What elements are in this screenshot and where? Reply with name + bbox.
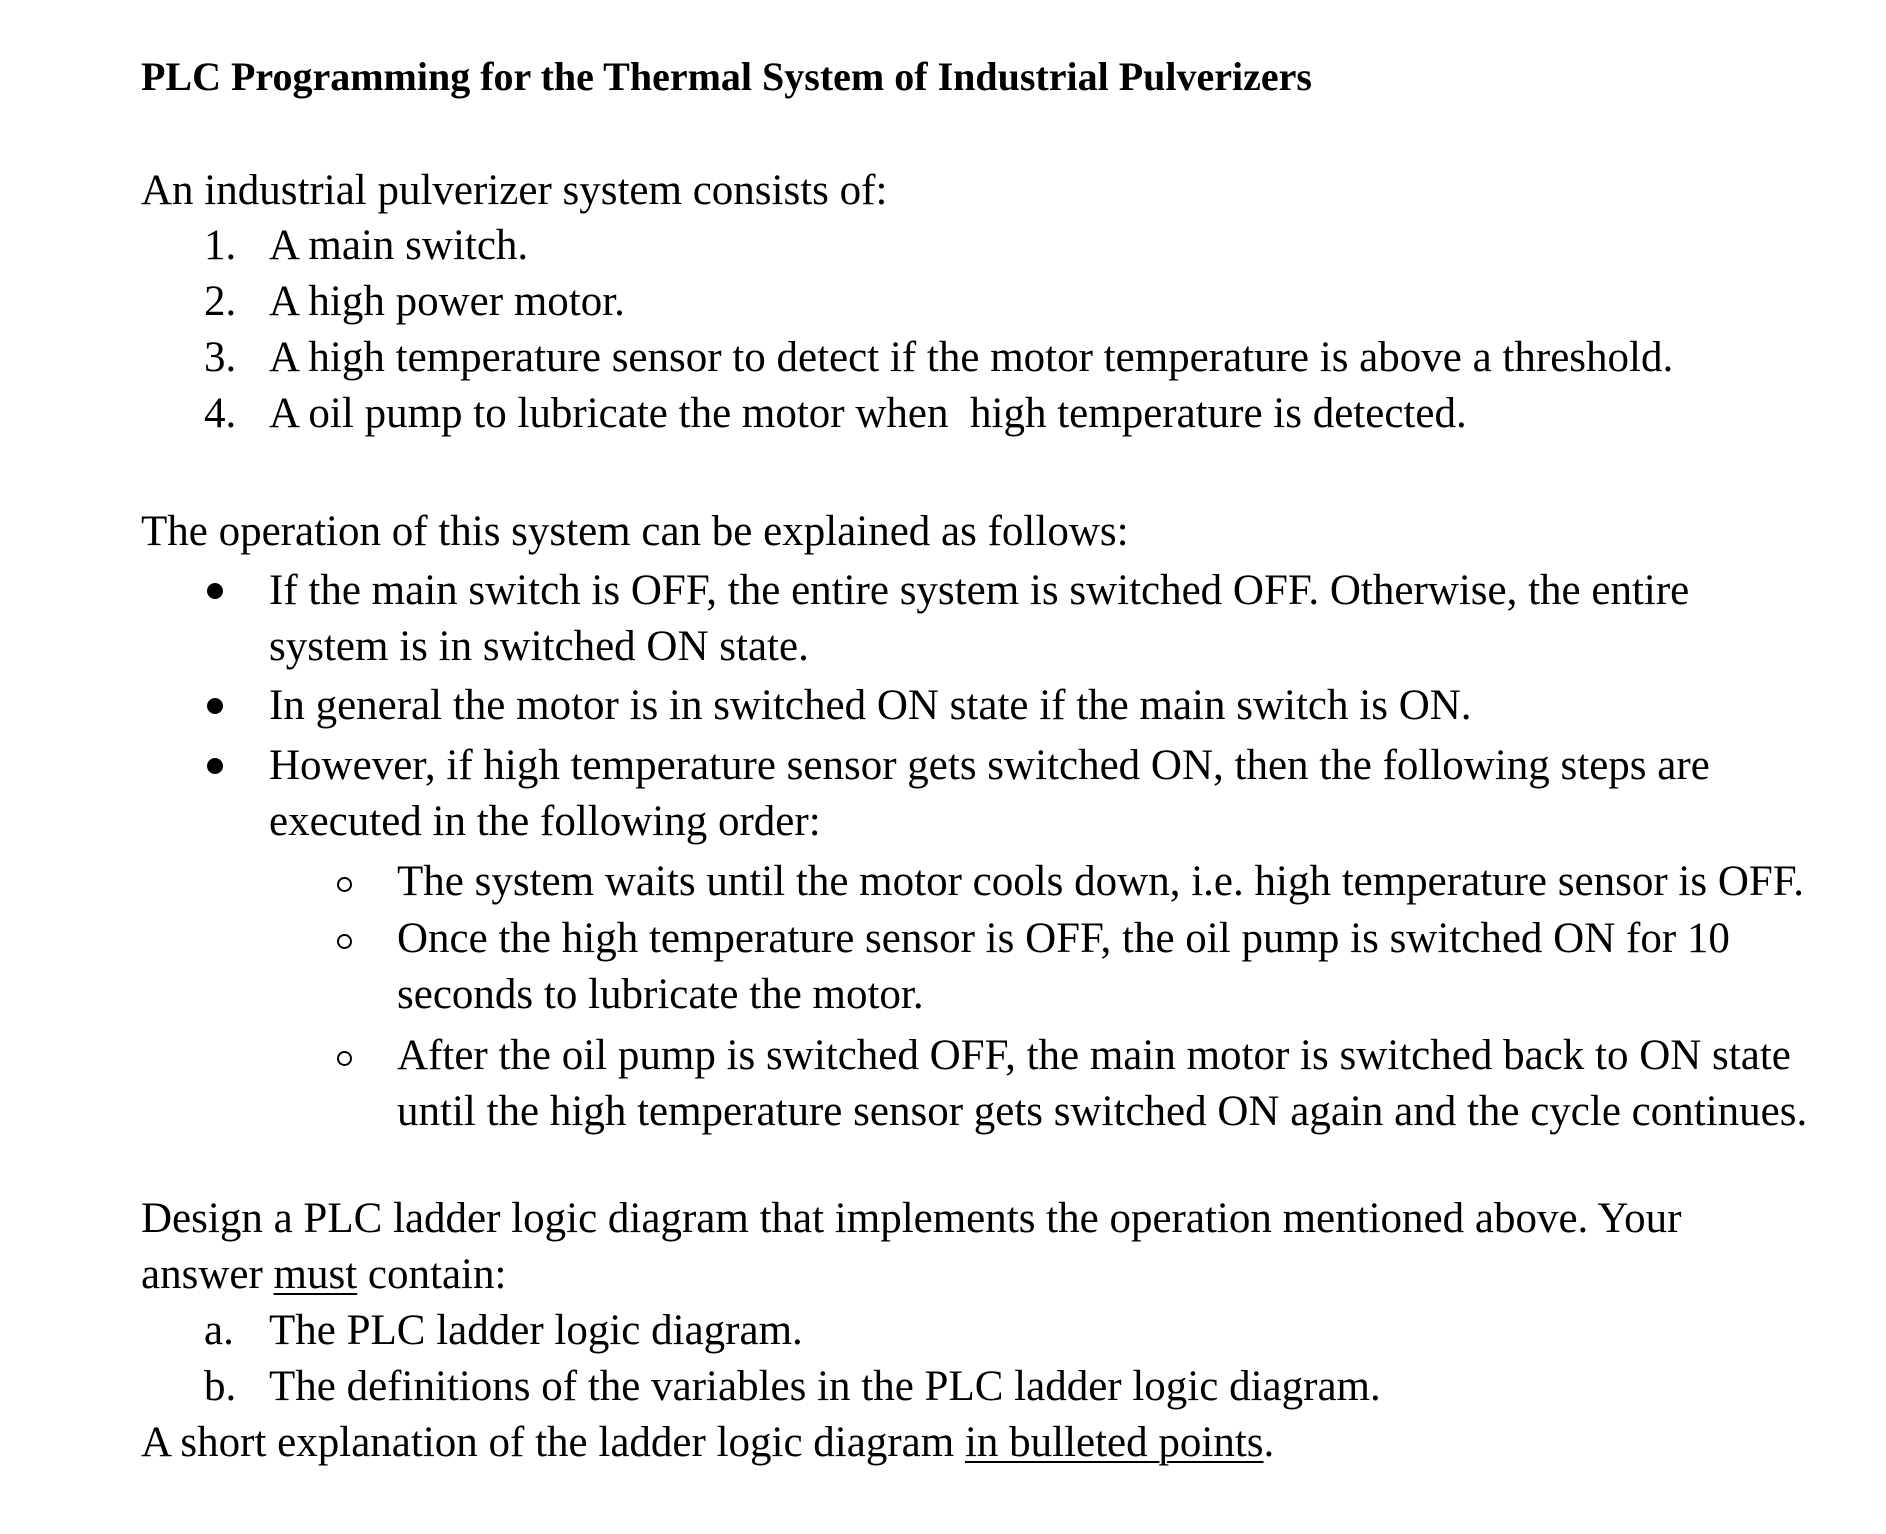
step-line: Once the high temperature sensor is OFF, the oil pump is switched ON for 10 <box>397 915 1730 962</box>
list-letter: b. <box>204 1363 237 1410</box>
bullet-line: However, if high temperature sensor gets switched ON, then the following steps are <box>269 742 1710 789</box>
list-item: The definitions of the variables in the PLC ladder logic diagram. <box>269 1363 1381 1410</box>
task-line: Design a PLC ladder logic diagram that implements the operation mentioned above. Your <box>141 1195 1682 1242</box>
underlined-text: in bulleted points <box>964 1419 1264 1466</box>
list-number: 2. <box>204 278 237 325</box>
list-item: The PLC ladder logic diagram. <box>269 1307 803 1354</box>
list-number: 1. <box>204 222 237 269</box>
final-line <box>141 1415 1274 1471</box>
bullet-icon <box>207 583 223 599</box>
hollow-bullet-icon <box>337 1051 352 1066</box>
operation-intro: The operation of this system can be explained as follows: <box>141 508 1129 555</box>
list-item: A oil pump to lubricate the motor when high temperature is detected. <box>269 390 1467 437</box>
bullet-line: executed in the following order: <box>269 798 821 845</box>
task-text: contain: <box>357 1251 507 1298</box>
task-line <box>141 1247 506 1303</box>
list-item: A main switch. <box>269 222 529 269</box>
final-text: . <box>1263 1419 1275 1466</box>
step-line: until the high temperature sensor gets switched ON again and the cycle continues. <box>397 1088 1808 1135</box>
bullet-line: system is in switched ON state. <box>269 623 809 670</box>
task-text: answer <box>141 1251 274 1298</box>
hollow-bullet-icon <box>337 877 352 892</box>
bullet-line: In general the motor is in switched ON state if the main switch is ON. <box>269 682 1472 729</box>
list-item: A high temperature sensor to detect if the motor temperature is above a threshold. <box>269 334 1674 381</box>
step-line: seconds to lubricate the motor. <box>397 971 924 1018</box>
intro-text: An industrial pulverizer system consists of: <box>141 167 888 214</box>
bullet-icon <box>207 758 223 774</box>
list-number: 4. <box>204 390 237 437</box>
list-letter: a. <box>204 1307 234 1354</box>
page-title: PLC Programming for the Thermal System of Industrial Pulverizers <box>141 54 1312 99</box>
hollow-bullet-icon <box>337 934 352 949</box>
bullet-line: If the main switch is OFF, the entire system is switched OFF. Otherwise, the entire <box>269 567 1690 614</box>
bullet-icon <box>207 698 223 714</box>
final-text: A short explanation of the ladder logic diagram <box>141 1419 965 1466</box>
list-number: 3. <box>204 334 237 381</box>
step-line: After the oil pump is switched OFF, the main motor is switched back to ON state <box>397 1032 1791 1079</box>
list-item: A high power motor. <box>269 278 625 325</box>
underlined-text: must <box>273 1251 358 1298</box>
step-line: The system waits until the motor cools down, i.e. high temperature sensor is OFF. <box>397 858 1805 905</box>
